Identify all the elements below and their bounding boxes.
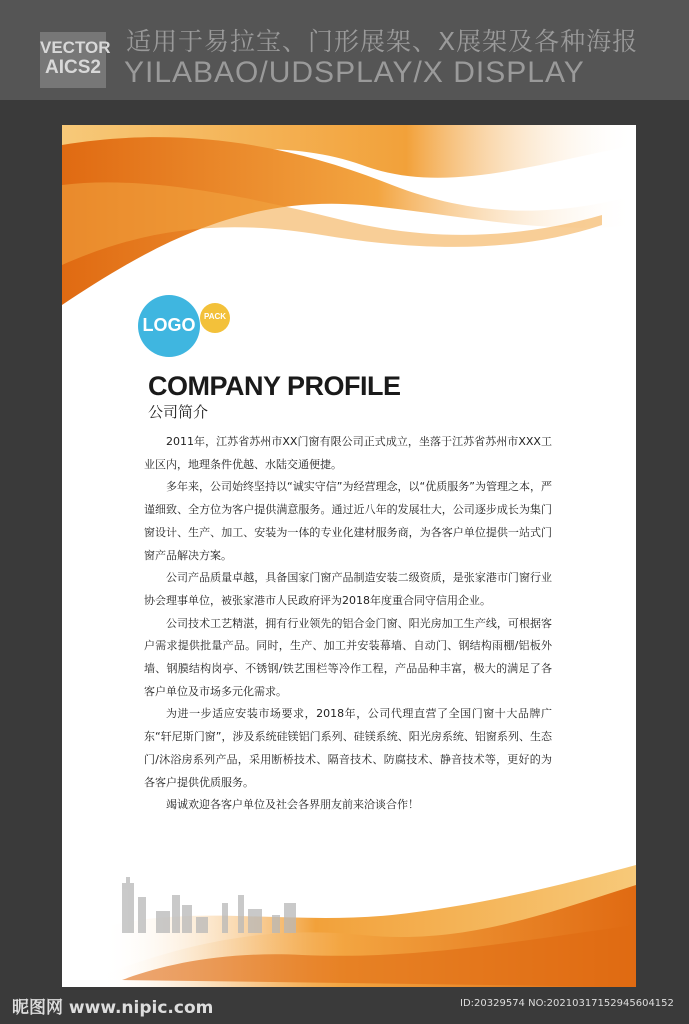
logo-circle: [138, 295, 200, 357]
profile-paragraph: 竭诚欢迎各客户单位及社会各界朋友前来洽谈合作！: [166, 798, 419, 812]
profile-paragraph: 多年来，公司始终坚持以“诚实守信”为经营理念，以“优质服务”为管理之本，严谨细致、全方位为客户提供满意服务。通过近八年的发展壮大，公司逐步成长为集门窗设计、生产、加工、安装为一体的专业化建材服务商，为各客户单位提供一站式门窗产品解决方案。: [144, 480, 552, 562]
profile-title-cn: 公司简介: [148, 403, 209, 421]
profile-paragraph: 公司产品质量卓越，具备国家门窗产品制造安装二级资质，是张家港市门窗行业协会理事单位，被张家港市人民政府评为2018年度重合同守信用企业。: [144, 571, 552, 607]
pack-text: PACK: [203, 312, 227, 321]
badge-line2: AICS2: [45, 57, 101, 78]
footer-id: ID:20329574 NO:20210317152945604152: [460, 998, 674, 1009]
footer-site: 昵图网 www.nipic.com: [12, 998, 214, 1018]
header-bar: [0, 0, 689, 100]
logo-text: LOGO: [142, 315, 196, 335]
profile-paragraph: 公司技术工艺精湛，拥有行业领先的铝合金门窗、阳光房加工生产线，可根据客户需求提供批量产品。同时，生产、加工并安装幕墙、自动门、钢结构雨棚/铝板外墙、钢膜结构岗亭、不锈钢/铁艺围栏等冷作工程，产品品种丰富，极大的满足了各客户单位及市场多元化需求。: [144, 616, 552, 698]
profile-body: [144, 431, 552, 817]
poster: [62, 125, 636, 987]
badge-line1: VECTOR: [40, 38, 111, 57]
vector-badge: [40, 32, 111, 88]
header-title-cn: 适用于易拉宝、门形展架、X展架及各种海报: [126, 27, 639, 56]
pack-circle: [200, 303, 230, 333]
profile-paragraph: 2011年，江苏省苏州市XX门窗有限公司正式成立，坐落于江苏省苏州市XXX工业区内，地理条件优越、水陆交通便捷。: [144, 435, 552, 471]
profile-paragraph: 为进一步适应安装市场要求，2018年，公司代理直营了全国门窗十大品牌广东“轩尼斯门窗”，涉及系统硅镁铝门系列、硅镁系统、阳光房系统、铝窗系列、生态门/沐浴房系列产品，采用断桥技术、隔音技术、防腐技术、静音技术等，更好的为各客户提供优质服务。: [144, 707, 552, 789]
profile-title-en: COMPANY PROFILE: [148, 371, 401, 401]
header-title-en: YILABAO/UDSPLAY/X DISPLAY: [124, 56, 585, 89]
